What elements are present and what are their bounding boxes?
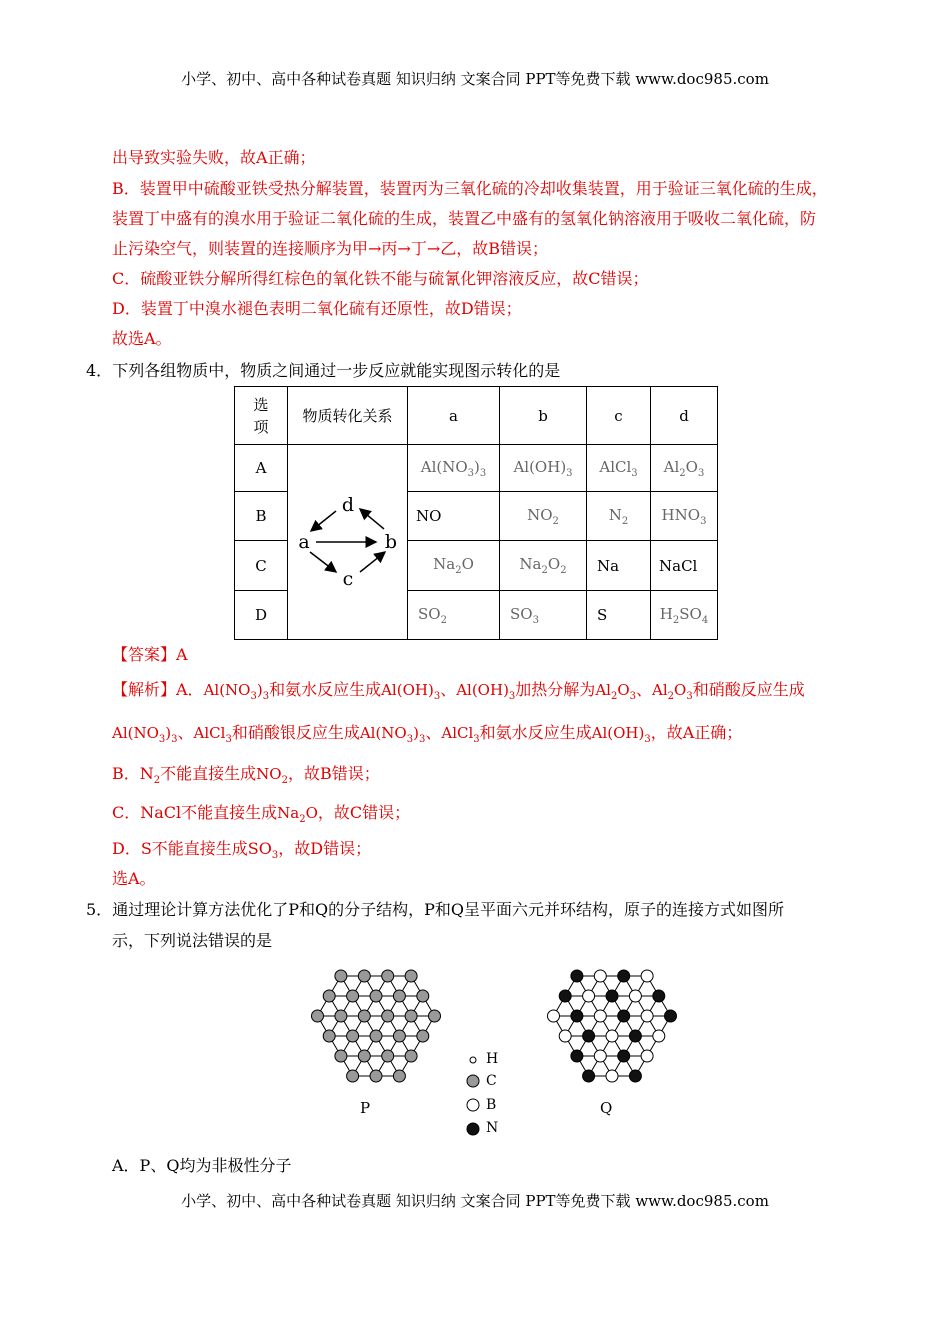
question-stem: 下列各组物质中，物质之间通过一步反应就能实现图示转化的是 bbox=[112, 361, 561, 380]
atom bbox=[641, 1050, 653, 1062]
row-option: A bbox=[235, 445, 288, 492]
atom bbox=[323, 990, 335, 1002]
header-c: c bbox=[587, 387, 651, 445]
atom bbox=[594, 1050, 606, 1062]
atom bbox=[641, 1010, 653, 1022]
atom bbox=[618, 970, 630, 982]
header-b: b bbox=[500, 387, 587, 445]
question-5 bbox=[86, 897, 784, 920]
atom bbox=[559, 1030, 571, 1042]
atom bbox=[393, 1030, 405, 1042]
analysis-label: 【解析】A． bbox=[112, 680, 204, 699]
atom bbox=[571, 1050, 583, 1062]
atom bbox=[382, 1050, 394, 1062]
atom bbox=[347, 1030, 359, 1042]
analysis-line-c: C．NaCl不能直接生成$Na_2O$，故C错误； bbox=[112, 803, 411, 825]
molecule-p-diagram bbox=[296, 962, 456, 1112]
atom bbox=[653, 1030, 665, 1042]
cell-b-C: $Na_2O_2$ bbox=[500, 540, 587, 591]
analysis-line-1: 【解析】A．$Al(NO_3)_3$和氨水反应生成$Al(OH)_3$、$Al(OH)_3$加热分解为$Al_2O_3$、$Al_2O_3$和硝酸反应生成 bbox=[112, 680, 805, 702]
atom bbox=[358, 970, 370, 982]
atom bbox=[323, 1030, 335, 1042]
atom bbox=[417, 1030, 429, 1042]
cell-c-D: S bbox=[587, 591, 651, 640]
atom bbox=[370, 990, 382, 1002]
atom bbox=[358, 1050, 370, 1062]
header-relation: 物质转化关系 bbox=[288, 387, 408, 445]
atom bbox=[382, 1010, 394, 1022]
atom bbox=[583, 1070, 595, 1082]
analysis-end: 选A。 bbox=[112, 869, 156, 888]
question-stem-line-2: 示，下列说法错误的是 bbox=[112, 931, 273, 950]
question-4 bbox=[86, 358, 560, 381]
question-stem-line-1: 通过理论计算方法优化了P和Q的分子结构，P和Q呈平面六元并环结构，原子的连接方式如图所 bbox=[112, 900, 784, 919]
atom bbox=[358, 1010, 370, 1022]
legend-c: C bbox=[486, 1073, 497, 1089]
atom bbox=[571, 1010, 583, 1022]
legend-n: N bbox=[486, 1120, 499, 1136]
prev-solution-line-1: 出导致实验失败，故A正确； bbox=[112, 148, 316, 167]
arrow-c-to-b bbox=[360, 552, 385, 572]
atom bbox=[405, 1010, 417, 1022]
atom bbox=[347, 990, 359, 1002]
prev-solution-line-5: C．硫酸亚铁分解所得红棕色的氧化铁不能与硫氰化钾溶液反应，故C错误； bbox=[112, 269, 649, 288]
atom bbox=[417, 990, 429, 1002]
atom bbox=[665, 1010, 677, 1022]
cell-c-C: Na bbox=[587, 540, 651, 591]
prev-solution-line-2: B．装置甲中硫酸亚铁受热分解装置，装置丙为三氧化硫的冷却收集装置，用于验证三氧化硫的生成， bbox=[112, 179, 828, 198]
atom bbox=[548, 1010, 560, 1022]
cell-a-C: $Na_2O$ bbox=[408, 540, 500, 591]
conversion-diagram bbox=[288, 445, 408, 640]
legend-n-symbol bbox=[467, 1123, 479, 1135]
cell-b-A: $Al(OH)_3$ bbox=[500, 445, 587, 492]
atom bbox=[559, 990, 571, 1002]
option-a: A．P、Q均为非极性分子 bbox=[112, 1156, 292, 1175]
header-d: d bbox=[651, 387, 718, 445]
cell-a-A: $Al(NO_3)_3$ bbox=[408, 445, 500, 492]
question-number: 5． bbox=[86, 900, 113, 919]
atom bbox=[583, 1030, 595, 1042]
cell-d-B: $HNO_3$ bbox=[651, 492, 718, 540]
cell-d-A: $Al_2O_3$ bbox=[651, 445, 718, 492]
cell-a-B: NO bbox=[408, 492, 500, 540]
conversion-table bbox=[234, 386, 718, 640]
atom bbox=[606, 1030, 618, 1042]
prev-solution-line-3: 装置丁中盛有的溴水用于验证二氧化硫的生成，装置乙中盛有的氢氧化钠溶液用于吸收二氧化硫，防 bbox=[112, 209, 817, 228]
legend-h-symbol bbox=[470, 1057, 476, 1063]
header-option: 选 项 bbox=[235, 387, 288, 445]
atom bbox=[571, 970, 583, 982]
atom bbox=[641, 970, 653, 982]
analysis-line-2: $Al(NO_3)_3$、AlCl$_3$和硝酸银反应生成$Al(NO_3)_3$、AlCl$_3$和氨水反应生成$Al(OH)_3$，故A正确； bbox=[112, 723, 743, 745]
atom bbox=[629, 1070, 641, 1082]
legend-h: H bbox=[486, 1051, 499, 1067]
node-d: d bbox=[341, 494, 355, 516]
atom bbox=[594, 1010, 606, 1022]
arrow-d-to-a bbox=[311, 511, 336, 531]
molecule-p-label: P bbox=[360, 1099, 371, 1117]
arrow-b-to-d bbox=[360, 509, 384, 529]
atom bbox=[618, 1010, 630, 1022]
analysis-line-d: D．S不能直接生成$SO_3$，故D错误； bbox=[112, 839, 372, 862]
conversion-diagram-svg bbox=[288, 445, 407, 635]
row-option: C bbox=[235, 540, 288, 591]
atom bbox=[653, 990, 665, 1002]
cell-a-D: $SO_2$ bbox=[408, 591, 500, 640]
legend-c-symbol bbox=[467, 1075, 479, 1087]
prev-solution-line-7: 故选A。 bbox=[112, 329, 172, 348]
atom bbox=[335, 1050, 347, 1062]
atom bbox=[429, 1010, 441, 1022]
atom bbox=[347, 1070, 359, 1082]
atom bbox=[583, 990, 595, 1002]
legend-b-symbol bbox=[467, 1099, 479, 1111]
atom bbox=[370, 1070, 382, 1082]
atom bbox=[370, 1030, 382, 1042]
atom bbox=[629, 990, 641, 1002]
atom bbox=[393, 990, 405, 1002]
table-header-row bbox=[235, 387, 718, 445]
prev-solution-line-4: 止污染空气，则装置的连接顺序为甲→丙→丁→乙，故B错误； bbox=[112, 239, 548, 258]
node-b: b bbox=[384, 531, 398, 553]
cell-b-D: $SO_3$ bbox=[500, 591, 587, 640]
cell-d-C: NaCl bbox=[651, 540, 718, 591]
row-option: B bbox=[235, 492, 288, 540]
row-option: D bbox=[235, 591, 288, 640]
page-header: 小学、初中、高中各种试卷真题 知识归纳 文案合同 PPT等免费下载 www.doc985.com bbox=[181, 70, 769, 88]
atom bbox=[335, 970, 347, 982]
cell-c-B: $N_2$ bbox=[587, 492, 651, 540]
cell-c-A: AlCl$_3$ bbox=[587, 445, 651, 492]
atom bbox=[393, 1070, 405, 1082]
atom bbox=[618, 1050, 630, 1062]
cell-d-D: $H_2SO_4$ bbox=[651, 591, 718, 640]
prev-solution-line-6: D．装置丁中溴水褪色表明二氧化硫有还原性，故D错误； bbox=[112, 299, 522, 318]
atom bbox=[606, 1070, 618, 1082]
arrow-a-to-c bbox=[310, 552, 336, 572]
atom bbox=[606, 990, 618, 1002]
atom bbox=[382, 970, 394, 982]
atom bbox=[594, 970, 606, 982]
node-a: a bbox=[298, 531, 310, 553]
legend-symbols bbox=[464, 1050, 484, 1140]
question-number: 4． bbox=[86, 361, 113, 380]
molecule-q-diagram bbox=[532, 962, 692, 1112]
cell-b-B: $NO_2$ bbox=[500, 492, 587, 540]
legend-b: B bbox=[486, 1097, 497, 1113]
page-footer: 小学、初中、高中各种试卷真题 知识归纳 文案合同 PPT等免费下载 www.doc985.com bbox=[181, 1192, 769, 1210]
atom bbox=[629, 1030, 641, 1042]
header-a: a bbox=[408, 387, 500, 445]
atom bbox=[335, 1010, 347, 1022]
molecule-q-label: Q bbox=[600, 1099, 613, 1117]
atom bbox=[405, 970, 417, 982]
answer: 【答案】A bbox=[112, 645, 188, 664]
atom bbox=[312, 1010, 324, 1022]
analysis-line-b: B．$N_2$不能直接生成$NO_2$，故B错误； bbox=[112, 764, 380, 787]
node-c: c bbox=[342, 568, 354, 590]
table-row bbox=[235, 445, 718, 492]
atom bbox=[405, 1050, 417, 1062]
